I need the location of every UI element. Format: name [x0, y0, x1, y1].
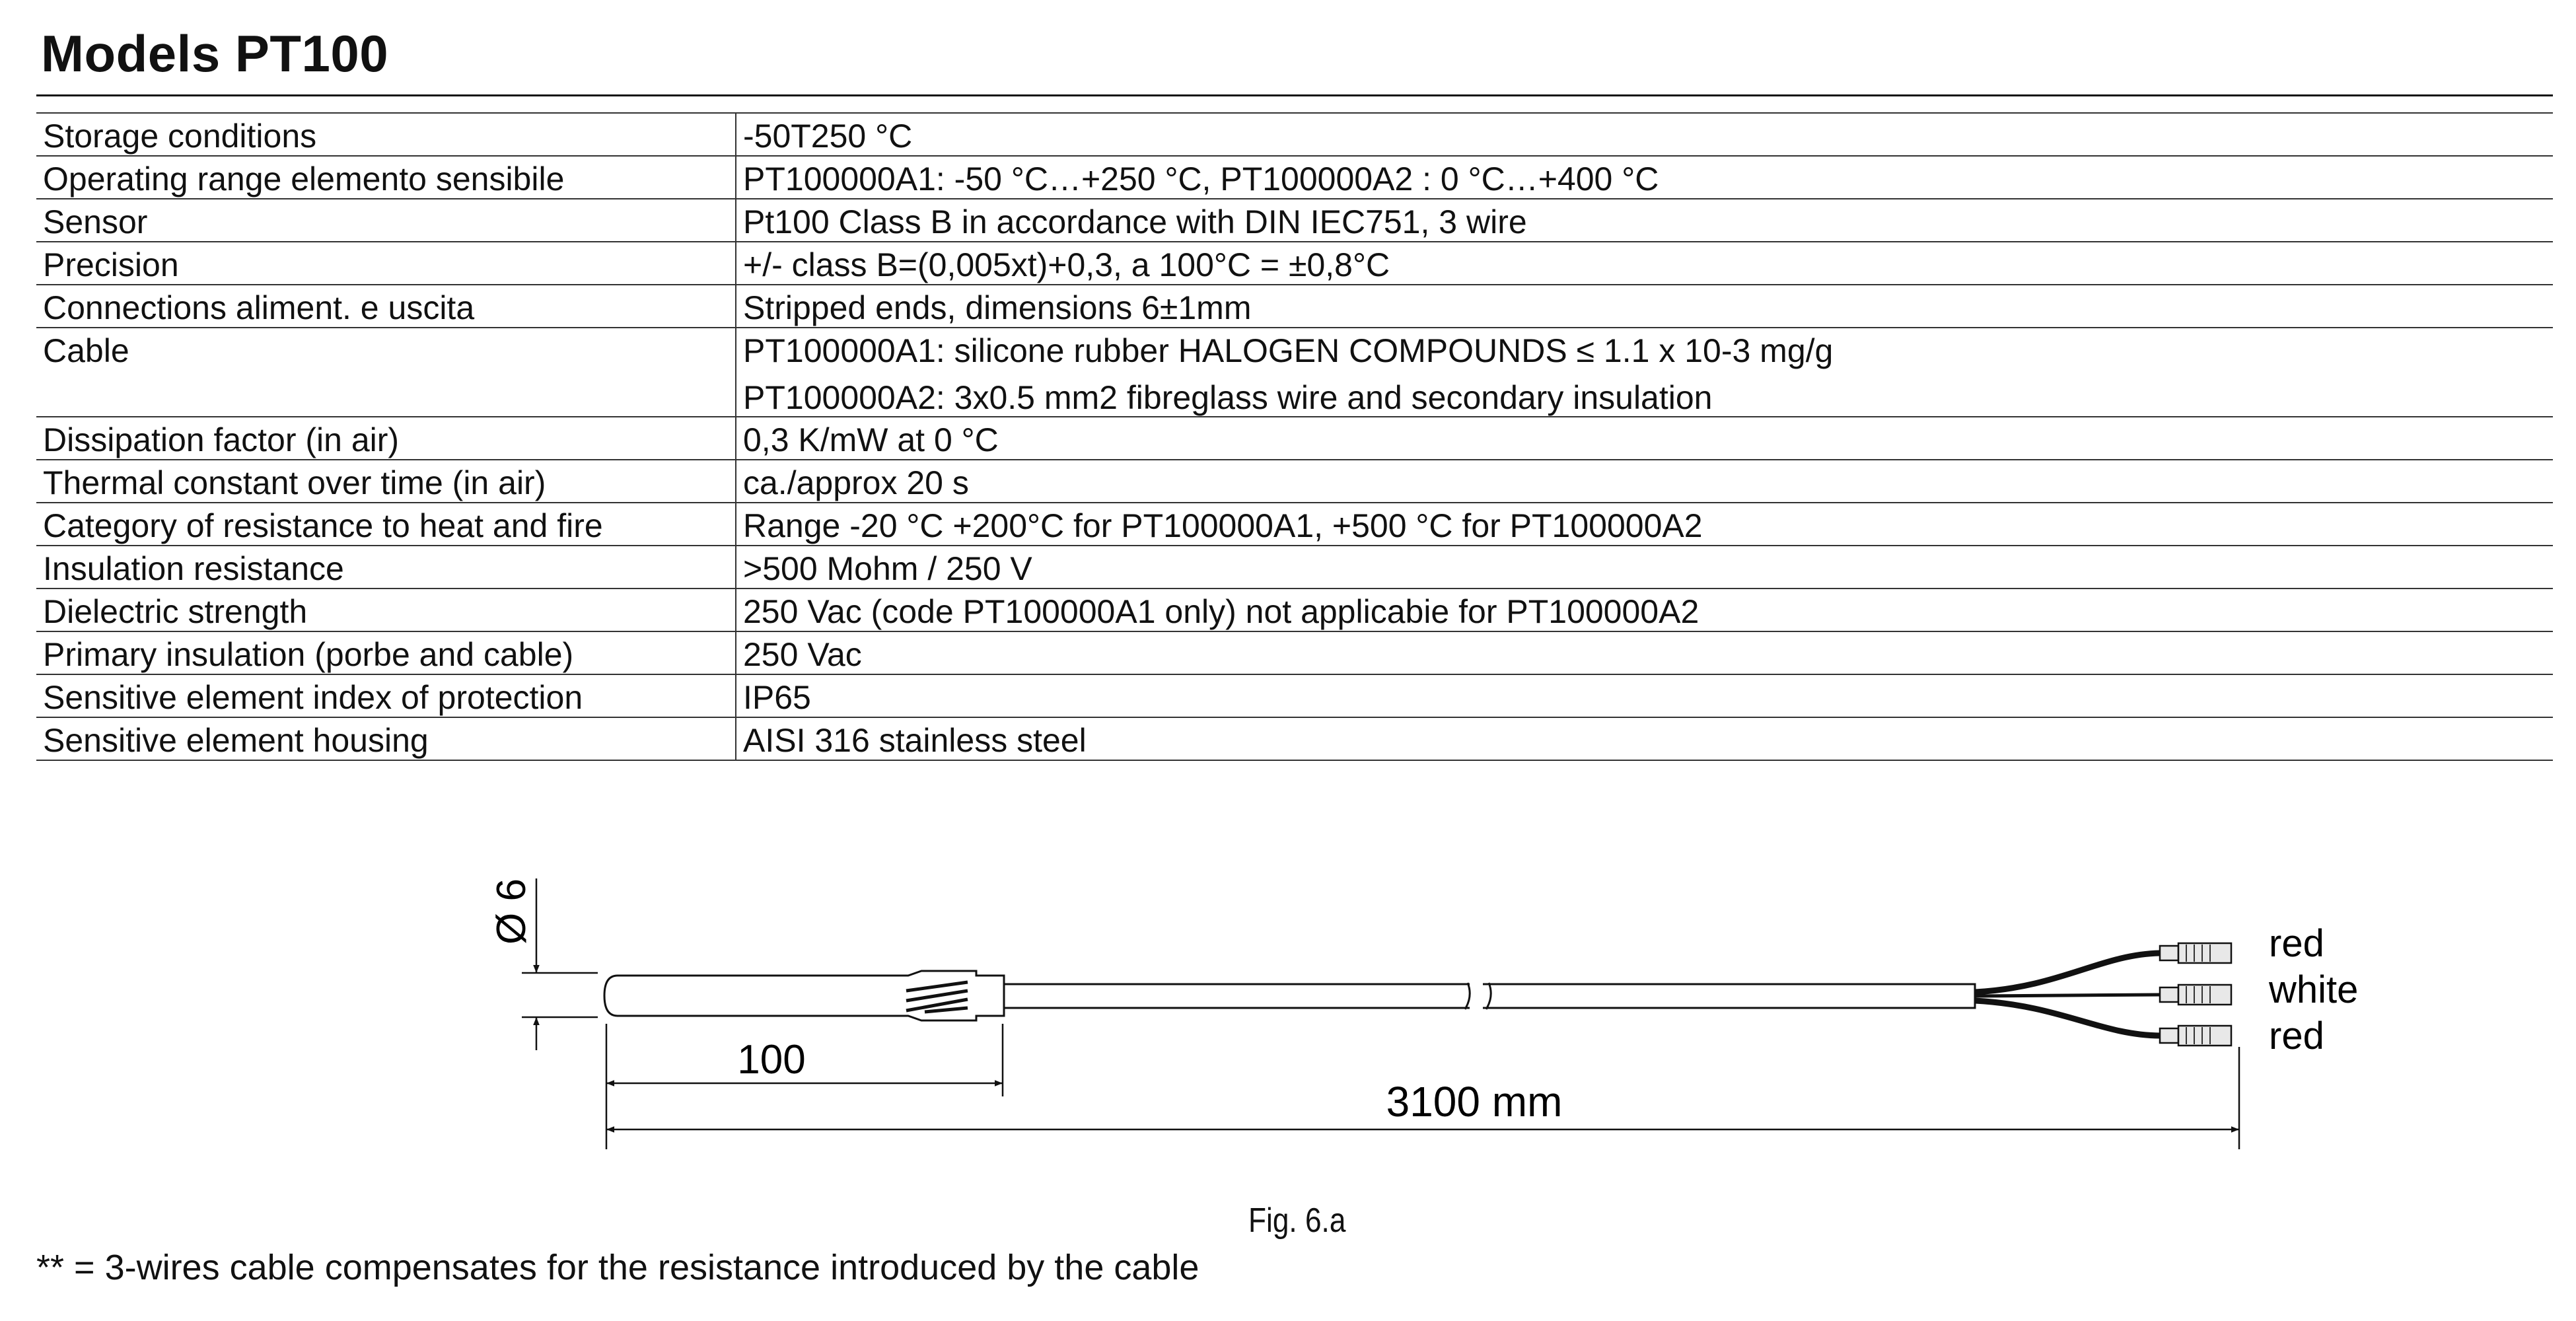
spec-value: AISI 316 stainless steel	[743, 722, 1087, 759]
probe-length-label: 100	[737, 1037, 806, 1083]
spec-value: PT100000A1: silicone rubber HALOGEN COMPOUNDS ≤ 1.1 x 10-3 mg/g	[743, 332, 1834, 369]
diameter-label: Ø 6	[489, 878, 534, 945]
spec-value: Stripped ends, dimensions 6±1mm	[743, 289, 1252, 326]
spec-value: +/- class B=(0,005xt)+0,3, a 100°C = ±0,8°C	[743, 246, 1390, 283]
spec-value: Range -20 °C +200°C for PT100000A1, +500 °C for PT100000A2	[743, 507, 1703, 544]
spec-label: Sensor	[36, 199, 736, 242]
spec-label: Primary insulation (porbe and cable)	[36, 631, 736, 674]
spec-label: Dielectric strength	[36, 589, 736, 631]
figure-caption: Fig. 6.a	[1248, 1201, 1346, 1240]
footnote: ** = 3-wires cable compensates for the resistance introduced by the cable	[36, 1248, 1199, 1287]
spec-label: Category of resistance to heat and fire	[36, 503, 736, 546]
spec-label: Precision	[36, 242, 736, 285]
cable-length-label: 3100 mm	[1386, 1078, 1563, 1125]
spec-label: Dissipation factor (in air)	[36, 417, 736, 460]
spec-value: PT100000A2: 3x0.5 mm2 fibreglass wire and secondary insulation	[743, 379, 1713, 416]
spec-value: Pt100 Class B in accordance with DIN IEC751, 3 wire	[743, 203, 1527, 240]
spec-value: PT100000A1: -50 °C…+250 °C, PT100000A2 : 0 °C…+400 °C	[743, 161, 1659, 197]
spec-label: Storage conditions	[36, 113, 736, 156]
wires	[1975, 953, 2160, 1036]
spec-value: -50T250 °C	[743, 118, 913, 155]
wire-label-bottom: red	[2269, 1015, 2324, 1057]
wire-label-middle: white	[2269, 968, 2359, 1011]
wire-terminals	[2160, 943, 2231, 1046]
spec-label: Thermal constant over time (in air)	[36, 460, 736, 503]
page-title: Models PT100	[41, 24, 389, 83]
spec-label: Sensitive element housing	[36, 717, 736, 760]
spec-value: 250 Vac (code PT100000A1 only) not applicabie for PT100000A2	[743, 593, 1699, 630]
spec-label: Connections aliment. e uscita	[36, 285, 736, 328]
spec-value: IP65	[743, 679, 811, 716]
spec-value: 250 Vac	[743, 636, 862, 673]
spec-label: Operating range elemento sensibile	[36, 156, 736, 199]
spec-value: >500 Mohm / 250 V	[743, 550, 1032, 587]
spec-value: ca./approx 20 s	[743, 464, 969, 501]
spec-label: Sensitive element index of protection	[36, 674, 736, 717]
spec-label: Cable	[36, 328, 736, 417]
wire-label-top: red	[2269, 922, 2324, 965]
spec-label: Insulation resistance	[36, 546, 736, 589]
spec-value: 0,3 K/mW at 0 °C	[743, 421, 999, 458]
